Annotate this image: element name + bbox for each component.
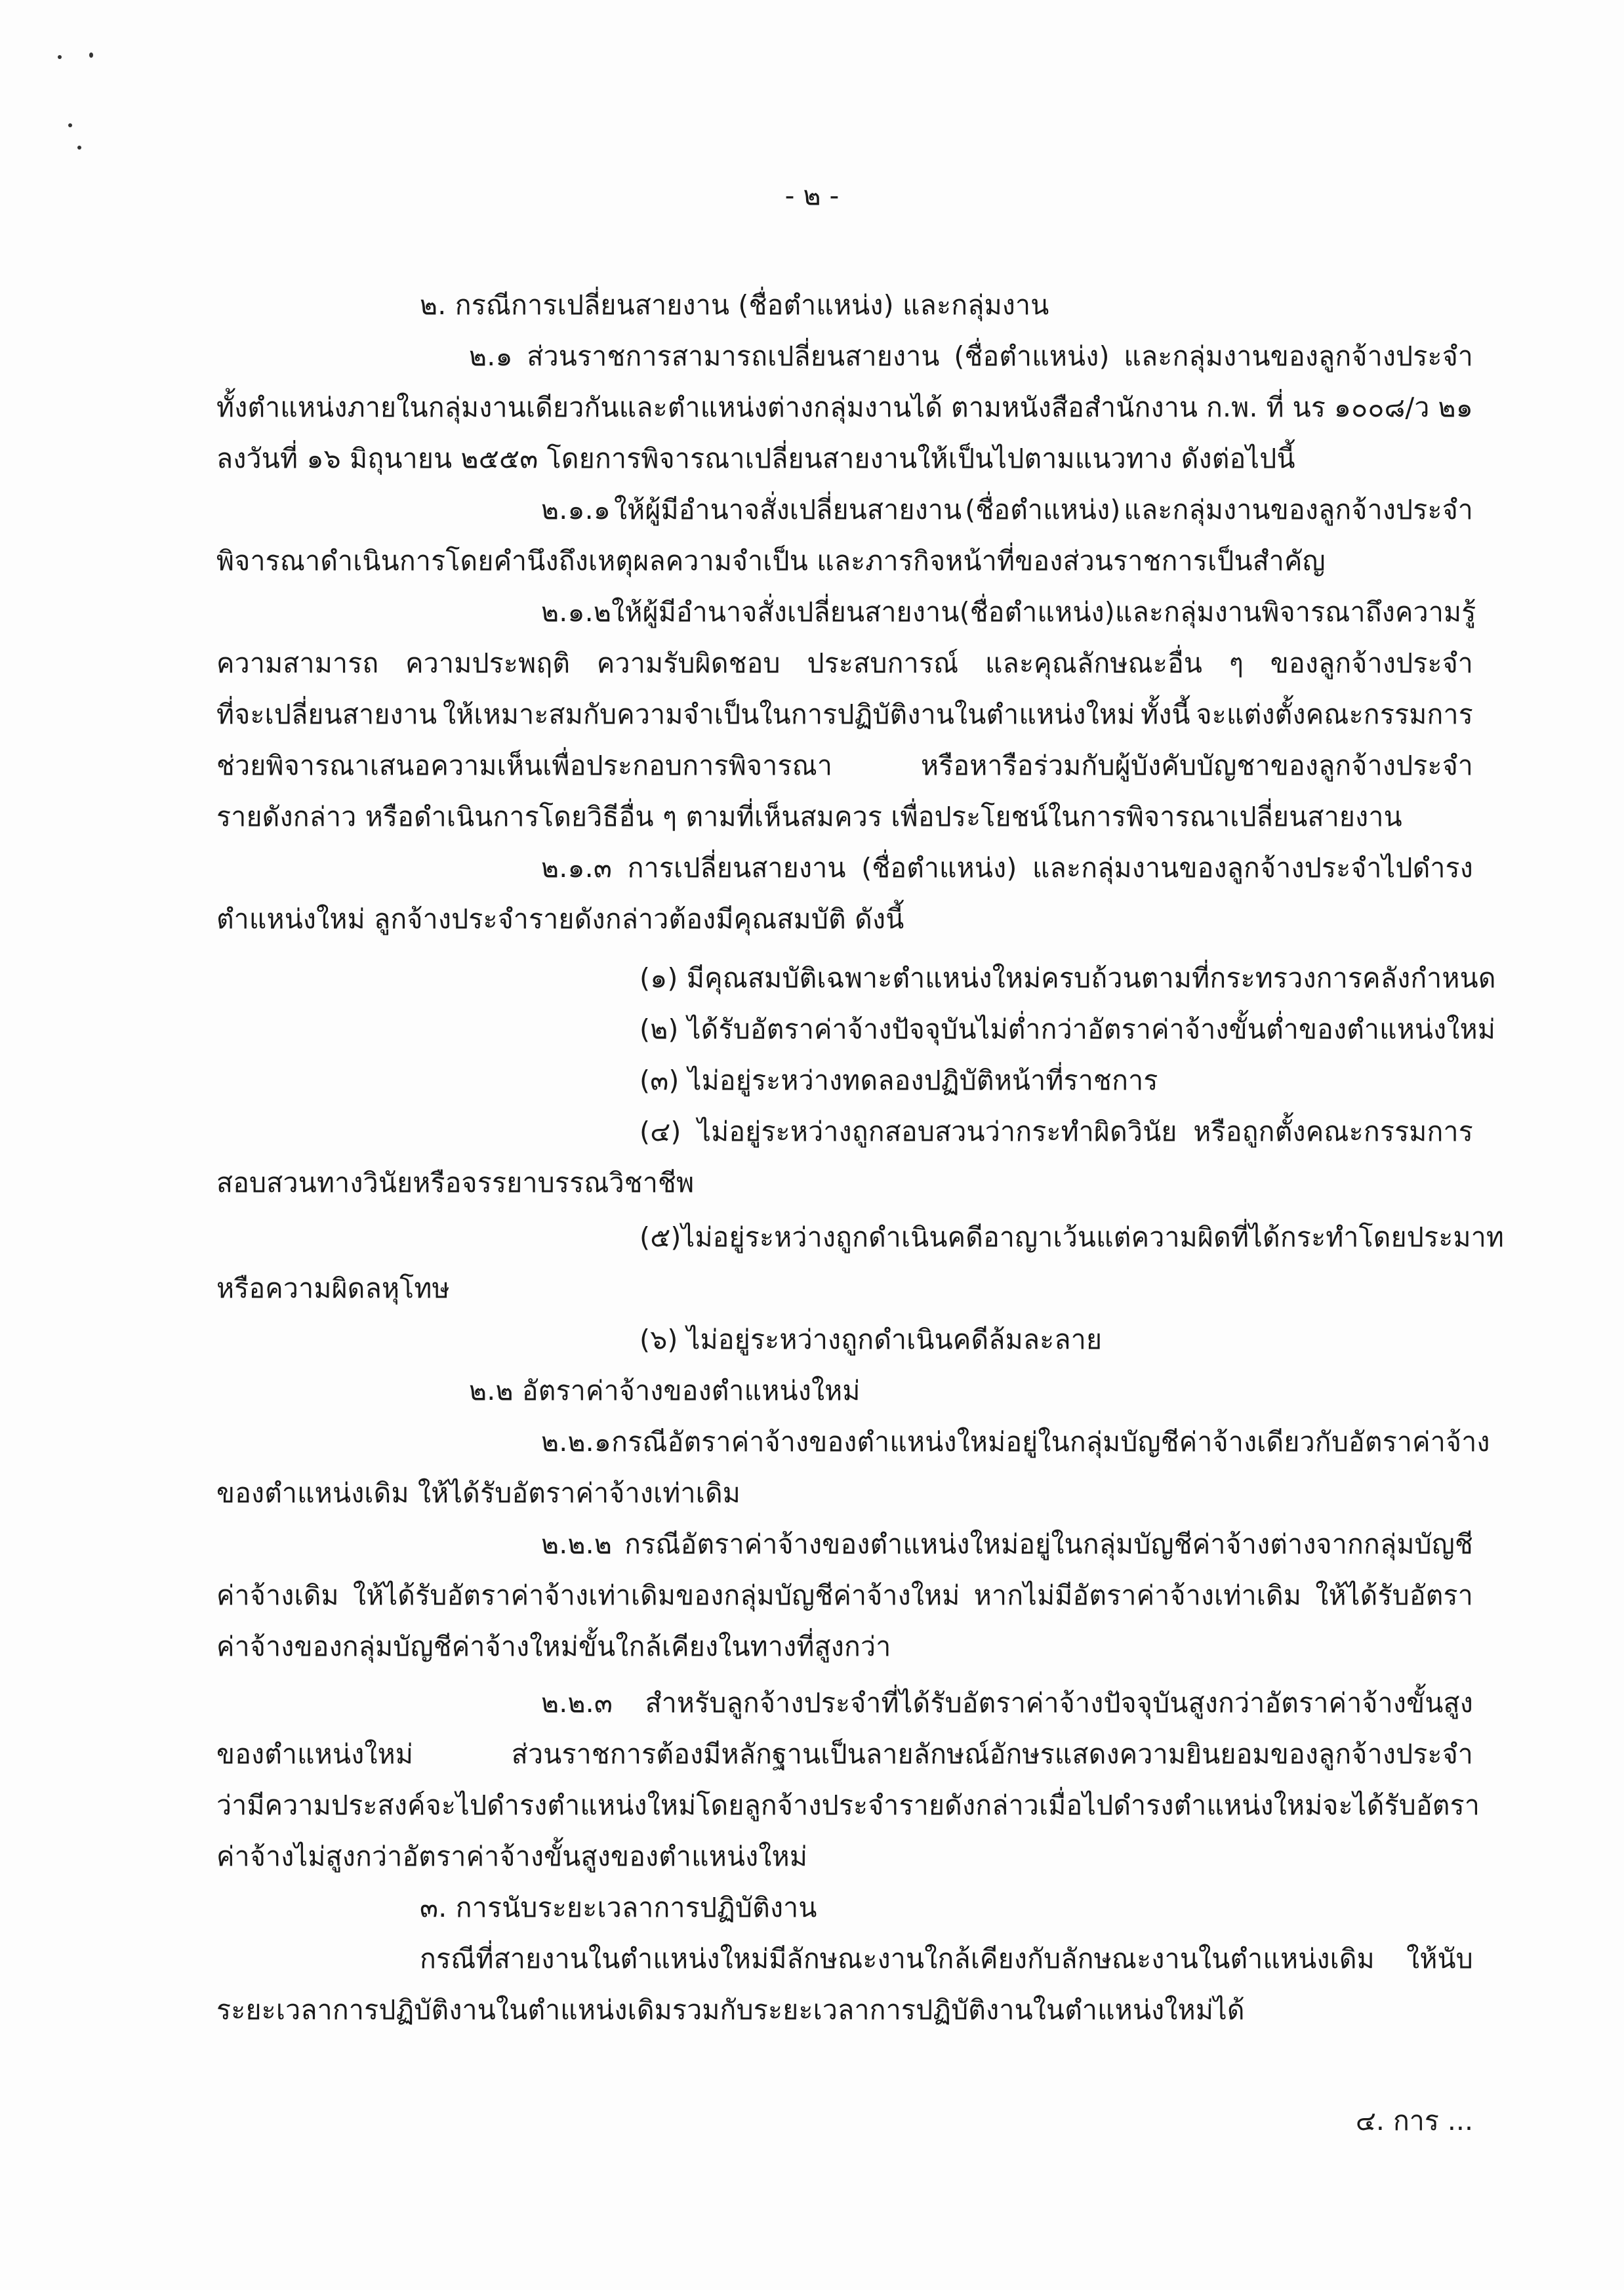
scan-speck — [89, 52, 93, 58]
scan-speck — [58, 55, 62, 59]
paragraph-line: ของตำแหน่งใหม่ ส่วนราชการต้องมีหลักฐานเป็นลายลักษณ์อักษรแสดงความยินยอมของลูกจ้างประจำ — [216, 1738, 1473, 1770]
scan-speck — [77, 146, 81, 150]
list-item: (๕) ไม่อยู่ระหว่างถูกดำเนินคดีอาญา เว้นแต่ความผิดที่ได้กระทำโดยประมาท — [639, 1221, 1505, 1253]
paragraph-line: ๒.๒.๑ กรณีอัตราค่าจ้างของตำแหน่งใหม่อยู่ในกลุ่มบัญชีค่าจ้างเดียวกับอัตราค่าจ้าง — [541, 1426, 1490, 1458]
paragraph-line: ๒.๑.๓ การเปลี่ยนสายงาน (ชื่อตำแหน่ง) และกลุ่มงานของลูกจ้างประจำไปดำรง — [541, 852, 1473, 884]
continuation-marker: ๔. การ ... — [1355, 2105, 1473, 2137]
paragraph-line: ค่าจ้างไม่สูงกว่าอัตราค่าจ้างขั้นสูงของตำแหน่งใหม่ — [216, 1841, 808, 1872]
paragraph-line: รายดังกล่าว หรือดำเนินการโดยวิธีอื่น ๆ ตามที่เห็นสมควร เพื่อประโยชน์ในการพิจารณาเปลี่ยนสายงาน — [216, 801, 1402, 832]
paragraph-line: ลงวันที่ ๑๖ มิถุนายน ๒๕๕๓ โดยการพิจารณาเปลี่ยนสายงานให้เป็นไปตามแนวทาง ดังต่อไปนี้ — [216, 443, 1295, 474]
section-heading: ๒. กรณีการเปลี่ยนสายงาน (ชื่อตำแหน่ง) และกลุ่มงาน — [420, 289, 1049, 321]
paragraph-line: ๒.๒.๓ สำหรับลูกจ้างประจำที่ได้รับอัตราค่าจ้างปัจจุบันสูงกว่าอัตราค่าจ้างขั้นสูง — [541, 1687, 1473, 1719]
page-number: - ๒ - — [784, 180, 840, 211]
list-item: (๔) ไม่อยู่ระหว่างถูกสอบสวนว่ากระทำผิดวินัย หรือถูกตั้งคณะกรรมการ — [639, 1116, 1473, 1147]
list-item: (๖) ไม่อยู่ระหว่างถูกดำเนินคดีล้มละลาย — [639, 1324, 1103, 1355]
scan-speck — [68, 123, 72, 127]
paragraph-line: ๒.๑.๑ ให้ผู้มีอำนาจสั่งเปลี่ยนสายงาน (ชื่อตำแหน่ง) และกลุ่มงานของลูกจ้างประจำ — [541, 494, 1473, 525]
paragraph-line: ช่วยพิจารณาเสนอความเห็นเพื่อประกอบการพิจารณา หรือหารือร่วมกับผู้บังคับบัญชาของลูกจ้างประจำ — [216, 750, 1473, 781]
paragraph-line: ว่ามีความประสงค์จะไปดำรงตำแหน่งใหม่ โดยลูกจ้างประจำรายดังกล่าวเมื่อไปดำรงตำแหน่งใหม่จะได้รับอัตรา — [216, 1789, 1480, 1821]
list-item: (๓) ไม่อยู่ระหว่างทดลองปฏิบัติหน้าที่ราชการ — [639, 1065, 1158, 1096]
paragraph-line: ๒.๒.๒ กรณีอัตราค่าจ้างของตำแหน่งใหม่อยู่ในกลุ่มบัญชีค่าจ้างต่างจากกลุ่มบัญชี — [541, 1528, 1473, 1560]
list-item: (๒) ได้รับอัตราค่าจ้างปัจจุบันไม่ต่ำกว่าอัตราค่าจ้างขั้นต่ำของตำแหน่งใหม่ — [639, 1013, 1496, 1045]
list-item-continuation: สอบสวนทางวินัยหรือจรรยาบรรณวิชาชีพ — [216, 1167, 695, 1198]
paragraph-line: ค่าจ้างเดิม ให้ได้รับอัตราค่าจ้างเท่าเดิมของกลุ่มบัญชีค่าจ้างใหม่ หากไม่มีอัตราค่าจ้างเท่าเดิม ให้ได้รับอัตรา — [216, 1580, 1473, 1611]
paragraph-line: ที่จะเปลี่ยนสายงาน ให้เหมาะสมกับความจำเป็นในการปฏิบัติงานในตำแหน่งใหม่ ทั้งนี้ จะแต่งตั้งคณะกรรมการ — [216, 699, 1473, 730]
paragraph-line: กรณีที่สายงานในตำแหน่งใหม่มีลักษณะงานใกล้เคียงกับลักษณะงานในตำแหน่งเดิม ให้นับ — [420, 1943, 1473, 1974]
paragraph-line: ตำแหน่งใหม่ ลูกจ้างประจำรายดังกล่าวต้องมีคุณสมบัติ ดังนี้ — [216, 903, 904, 935]
section-heading: ๓. การนับระยะเวลาการปฏิบัติงาน — [420, 1892, 817, 1923]
paragraph-line: ความสามารถ ความประพฤติ ความรับผิดชอบ ประสบการณ์ และคุณลักษณะอื่น ๆ ของลูกจ้างประจำ — [216, 647, 1473, 679]
subsection-heading: ๒.๒ อัตราค่าจ้างของตำแหน่งใหม่ — [469, 1375, 861, 1406]
list-item: (๑) มีคุณสมบัติเฉพาะตำแหน่งใหม่ครบถ้วนตามที่กระทรวงการคลังกำหนด — [639, 962, 1496, 994]
paragraph-line: ของตำแหน่งเดิม ให้ได้รับอัตราค่าจ้างเท่าเดิม — [216, 1477, 741, 1509]
paragraph-line: พิจารณาดำเนินการโดยคำนึงถึงเหตุผลความจำเป็น และภารกิจหน้าที่ของส่วนราชการเป็นสำคัญ — [216, 545, 1326, 577]
paragraph-line: ค่าจ้างของกลุ่มบัญชีค่าจ้างใหม่ขั้นใกล้เคียงในทางที่สูงกว่า — [216, 1631, 891, 1662]
paragraph-line: ทั้งตำแหน่งภายในกลุ่มงานเดียวกันและตำแหน่งต่างกลุ่มงานได้ ตามหนังสือสำนักงาน ก.พ. ที่ นร ๑๐๐๘/ว ๒๑ — [216, 392, 1473, 423]
paragraph-line: ๒.๑ ส่วนราชการสามารถเปลี่ยนสายงาน (ชื่อตำแหน่ง) และกลุ่มงานของลูกจ้างประจำ — [469, 340, 1473, 372]
paragraph-line: ระยะเวลาการปฏิบัติงานในตำแหน่งเดิมรวมกับระยะเวลาการปฏิบัติงานในตำแหน่งใหม่ได้ — [216, 1994, 1245, 2026]
list-item-continuation: หรือความผิดลหุโทษ — [216, 1273, 450, 1304]
paragraph-line: ๒.๑.๒ ให้ผู้มีอำนาจสั่งเปลี่ยนสายงาน (ชื่อตำแหน่ง) และกลุ่มงาน พิจารณาถึงความรู้ — [541, 596, 1476, 628]
